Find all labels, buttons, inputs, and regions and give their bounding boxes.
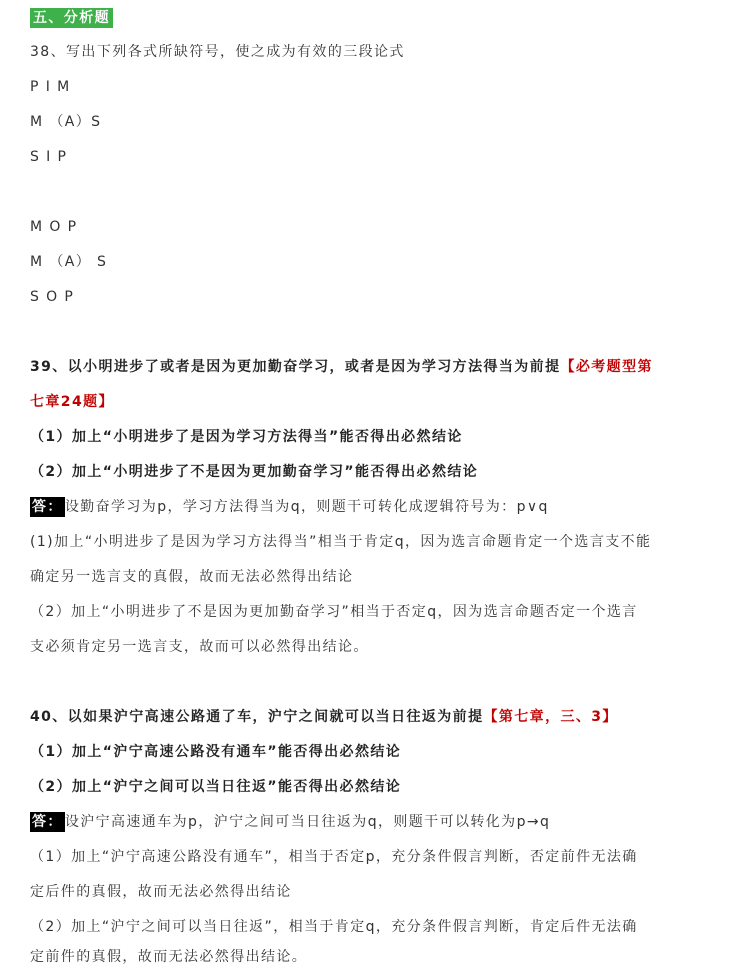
q38-group2-line2: M （A） S (30, 254, 108, 270)
q39-question-line1 (30, 357, 702, 377)
q40-answer1-line2: 定后件的真假，故而无法必然得出结论 (30, 884, 292, 900)
q40-answer2-line1: （2）加上“沪宁之间可以当日往返”，相当于肯定q，充分条件假言判断，肯定后件无法确 (30, 919, 638, 935)
section-title: 五、分析题 (30, 8, 113, 28)
q39-answer1-line1: (1)加上“小明进步了是因为学习方法得当”相当于肯定q，因为选言命题肯定一个选言支不能 (30, 534, 652, 550)
q39-tag-part1: 【必考题型第 (560, 359, 653, 375)
q39-answer-intro: 设勤奋学习为p，学习方法得当为q，则题干可转化成逻辑符号为：p∨q (64, 499, 549, 515)
q40-answer2-line2: 定前件的真假，故而无法必然得出结论。 (30, 949, 308, 965)
section-heading (30, 8, 702, 28)
q39-answer-intro-line (30, 497, 702, 517)
answer-label: 答： (32, 499, 63, 515)
q38-group2-line3: S O P (30, 289, 75, 305)
q38-group2-line1: M O P (30, 219, 78, 235)
q40-sub2: （2）加上“沪宁之间可以当日往返”能否得出必然结论 (30, 779, 402, 795)
q39-answer1-line2: 确定另一选言支的真假，故而无法必然得出结论 (30, 569, 354, 585)
q39-tag-part2: 七章24题】 (30, 394, 114, 410)
q39-question-line2 (30, 392, 702, 412)
q40-answer1-line1: （1）加上“沪宁高速公路没有通车”，相当于否定p，充分条件假言判断，否定前件无法确 (30, 849, 638, 865)
q40-answer-intro: 设沪宁高速通车为p，沪宁之间可当日往返为q，则题干可以转化为p→q (64, 814, 551, 830)
q39-answer2-line2: 支必须肯定另一选言支，故而可以必然得出结论。 (30, 639, 369, 655)
q38-group1-line3: S I P (30, 149, 68, 165)
q40-answer-intro-line (30, 812, 702, 832)
q39-question-text: 39、以小明进步了或者是因为更加勤奋学习，或者是因为学习方法得当为前提 (30, 359, 561, 375)
q38-question: 38、写出下列各式所缺符号，使之成为有效的三段论式 (30, 44, 405, 60)
answer-label: 答： (32, 814, 63, 830)
q40-sub1: （1）加上“沪宁高速公路没有通车”能否得出必然结论 (30, 744, 402, 760)
q40-question-text: 40、以如果沪宁高速公路通了车，沪宁之间就可以当日往返为前提 (30, 709, 484, 725)
q39-answer2-line1: （2）加上“小明进步了不是因为更加勤奋学习”相当于否定q，因为选言命题否定一个选言 (30, 604, 638, 620)
q39-sub1: （1）加上“小明进步了是因为学习方法得当”能否得出必然结论 (30, 429, 463, 445)
q39-sub2: （2）加上“小明进步了不是因为更加勤奋学习”能否得出必然结论 (30, 464, 479, 480)
q38-group1-line2: M （A）S (30, 114, 102, 130)
q40-tag: 【第七章，三、3】 (483, 709, 618, 725)
q40-question-line (30, 707, 702, 727)
q38-group1-line1: P I M (30, 79, 71, 95)
